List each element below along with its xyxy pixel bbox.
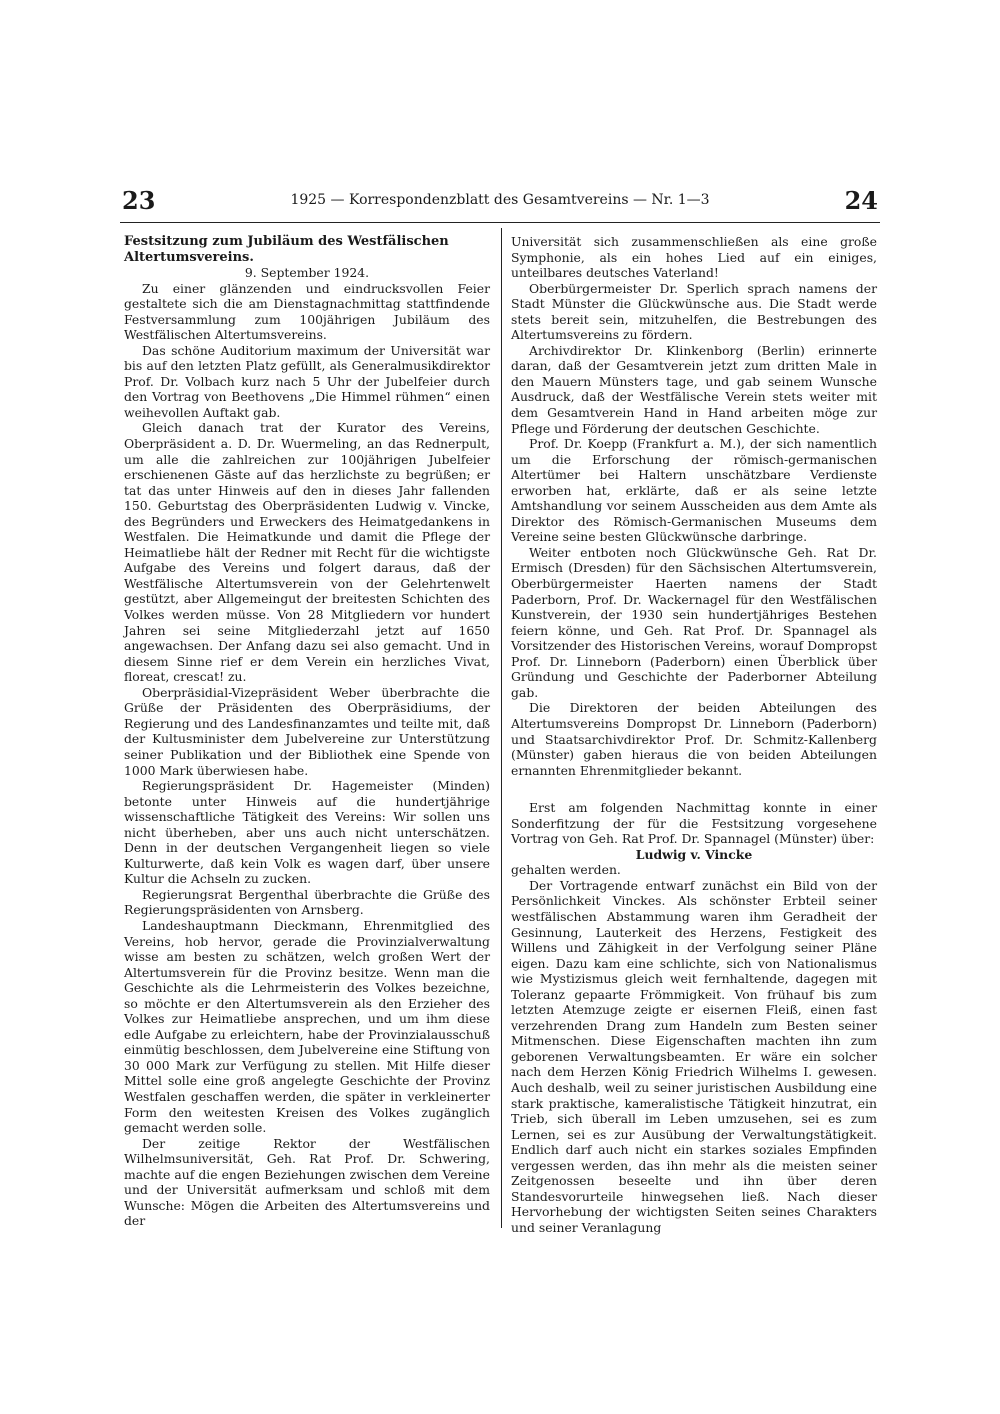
paragraph: Die Direktoren der beiden Abteilungen des Altertumsvereins Dompropst Dr. Linneborn (Paderborn) und Staatsarchivdirektor Prof. Dr. Schmitz-Kallenberg (Münster) gaben hieraus die von beiden Abteilungen ernannten Ehrenmitglieder bekannt.	[511, 700, 877, 778]
section-heading: Ludwig v. Vincke	[635, 846, 753, 862]
paragraph: Oberpräsidial-Vizepräsident Weber überbrachte die Grüße der Präsidenten des Oberpräsidiums, der Regierung und des Landesfinanzamtes und teilte mit, daß der Kultusminister dem Jubelvereine zur Unterstützung seiner Publikation und der Bibliothek eine Spende von 1000 Mark überwiesen habe.	[124, 684, 490, 778]
paragraph: Erst am folgenden Nachmittag konnte in einer Sonderfitzung der für die Festsitzung vorgesehene Vortrag von Geh. Rat Prof. Dr. Spannagel (Münster) über:	[511, 800, 877, 847]
section-gap	[511, 778, 877, 800]
paragraph: Regierungspräsident Dr. Hagemeister (Minden) betonte unter Hinweis auf die hundertjährige wissenschaftliche Tätigkeit des Vereins: Wir sollen uns nicht überheben, aber uns auch nicht unterschätzen. Denn in der deutschen Vergangenheit liegen so viele Kulturwerte, daß kein Volk es wagen darf, über unsere Kultur die Achseln zu zucken.	[124, 778, 490, 887]
column-divider	[501, 228, 502, 1228]
paragraph: Gleich danach trat der Kurator des Vereins, Oberpräsident a. D. Dr. Wuermeling, an das Rednerpult, um alle die zahlreichen zur 100jährigen Jubelfeier erschienenen Gäste auf das herzlichste zu begrüßen; er tat das unter Hinweis auf den in dieses Jahr fallenden 150. Geburtstag des Oberpräsidenten Ludwig v. Vincke, des Begründers und Erweckers des Heimatgedankens in Westfalen. Die Heimatkunde und damit die Pflege der Heimatliebe hält der Redner mit Recht für die wichtigste Aufgabe des Vereins und folgert daraus, daß der Westfälische Altertumsverein von der Gelehrtenwelt gestützt, aber Allgemeingut der breitesten Schichten des Volkes werden müsse. Von 28 Mitgliedern vor hundert Jahren sei seine Mitgliederzahl jetzt auf 1650 angewachsen. Der Anfang dazu sei also gemacht. Und in diesem Sinne rief er dem Verein ein herzliches Vivat, floreat, crescat! zu.	[124, 420, 490, 685]
running-title: 1925 — Korrespondenzblatt des Gesamtvereins — Nr. 1—3	[290, 192, 710, 208]
article-title: Festsitzung zum Jubiläum des Westfälischen Altertumsvereins.	[124, 234, 449, 265]
paragraph: Weiter entboten noch Glückwünsche Geh. Rat Dr. Ermisch (Dresden) für den Sächsischen Altertumsverein, Oberbürgermeister Haerten namens der Stadt Paderborn, Prof. Dr. Wackernagel für den Westfälischen Kunstverein, der 1930 sein hundertjähriges Bestehen feiern könne, und Geh. Rat Prof. Dr. Spannagel als Vorsitzender des Historischen Vereins, worauf Dompropst Prof. Dr. Linneborn (Paderborn) einen Überblick über Gründung und Geschichte der Paderborner Abteilung gab.	[511, 544, 877, 700]
paragraph: Der zeitige Rektor der Westfälischen Wilhelmsuniversität, Geh. Rat Prof. Dr. Schwering, machte auf die engen Beziehungen zwischen dem Vereine und der Universität aufmerksam und schloß mit dem Wunsche: Mögen die Arbeiten des Altertumsvereins und der	[124, 1135, 490, 1229]
paragraph: Regierungsrat Bergenthal überbrachte die Grüße des Regierungspräsidenten von Arnsberg.	[124, 886, 490, 918]
paragraph: Zu einer glänzenden und eindrucksvollen Feier gestaltete sich die am Dienstagnachmittag stattfindende Festversammlung zum 100jährigen Jubiläum des Westfälischen Altertumsvereins.	[124, 280, 490, 343]
paragraph: Archivdirektor Dr. Klinkenborg (Berlin) erinnerte daran, daß der Gesamtverein jetzt zum dritten Male in den Mauern Münsters tage, und gab seinem Wunsche Ausdruck, daß der Westfälische Verein stets weiter mit dem Gesamtverein Hand in Hand arbeiten möge zur Pflege und Förderung der deutschen Geschichte.	[511, 342, 877, 436]
page-header	[118, 186, 882, 220]
paragraph: Das schöne Auditorium maximum der Universität war bis auf den letzten Platz gefüllt, als Generalmusikdirektor Prof. Dr. Volbach kurz nach 5 Uhr der Jubelfeier durch den Vortrag von Beethovens „Die Himmel rühmen“ einen weihevollen Auftakt gab.	[124, 342, 490, 420]
paragraph: gehalten werden.	[511, 862, 621, 878]
right-column	[511, 234, 877, 1235]
paragraph: Prof. Dr. Koepp (Frankfurt a. M.), der sich namentlich um die Erforschung der römisch-germanischen Altertümer bei Haltern unschätzbare Verdienste erworben hat, erklärte, daß er als seine letzte Amtshandlung vor seinem Ausscheiden aus dem Amte als Direktor des Römisch-Germanischen Museums dem Vereine seine besten Glückwünsche darbringe.	[511, 436, 877, 545]
paragraph: Der Vortragende entwarf zunächst ein Bild von der Persönlichkeit Vinckes. Als schönster Erbteil seiner westfälischen Abstammung waren ihm Geradheit der Gesinnung, Lauterkeit des Herzens, Festigkeit des Willens und Zähigkeit in der Verfolgung seiner Pläne eigen. Dazu kam eine schlichte, sich von Nationalismus wie Mystizismus gleich weit fernhaltende, dagegen mit Toleranz gepaarte Frömmigkeit. Von frühauf bis zum letzten Atemzuge zeigte er eisernen Fleiß, einen fast verzehrenden Drang zum Handeln zum Besten seiner Mitmenschen. Diese Eigenschaften machten ihn zum geborenen Verwaltungsbeamten. Er wäre ein solcher nach dem Herzen König Friedrich Wilhelms I. gewesen. Auch deshalb, weil zu seiner juristischen Ausbildung eine stark praktische, kameralistische Tätigkeit hinzutrat, ein Trieb, sich überall im Leben umzusehen, sei es zum Lernen, sei es zur Ausübung der Verwaltungstätigkeit. Endlich darf auch nicht ein starkes soziales Empfinden vergessen werden, das ihn mehr als die meisten seiner Zeitgenossen beseelte und ihn über deren Standesvorurteile hinwegsehen ließ. Nach dieser Hervorhebung der wichtigsten Seiten seines Charakters und seiner Veranlagung	[511, 877, 877, 1235]
header-rule	[120, 222, 880, 223]
paragraph: Universität sich zusammenschließen als eine große Symphonie, als ein hohes Lied auf ein einiges, unteilbares deutsches Vaterland!	[511, 234, 877, 281]
paragraph: Landeshauptmann Dieckmann, Ehrenmitglied des Vereins, hob hervor, gerade die Provinzialverwaltung wisse am besten zu schätzen, welch großen Wert der Altertumsverein für die Provinz besitze. Wenn man die Geschichte als die Lehrmeisterin des Volkes bezeichne, so möchte er den Altertumsverein als den Erzieher des Volkes zur Heimatliebe ansprechen, und um ihm diese edle Aufgabe zu erleichtern, habe der Provinzialausschuß einmütig beschlossen, dem Jubelvereine eine Stiftung von 30 000 Mark zur Verfügung zu stellen. Mit Hilfe dieser Mittel solle eine groß angelegte Geschichte der Provinz Westfalen geschaffen werden, die später in verkleinerter Form den weitesten Kreisen des Volkes zugänglich gemacht werden solle.	[124, 917, 490, 1136]
page-number-left: 23	[122, 186, 156, 215]
paragraph: Oberbürgermeister Dr. Sperlich sprach namens der Stadt Münster die Glückwünsche aus. Die Stadt werde stets bereit sein, mitzuhelfen, die Bestrebungen des Altertumsvereins zu fördern.	[511, 280, 877, 343]
page-number-right: 24	[844, 186, 878, 215]
article-date: 9. September 1924.	[244, 265, 370, 280]
left-column	[124, 234, 490, 1229]
